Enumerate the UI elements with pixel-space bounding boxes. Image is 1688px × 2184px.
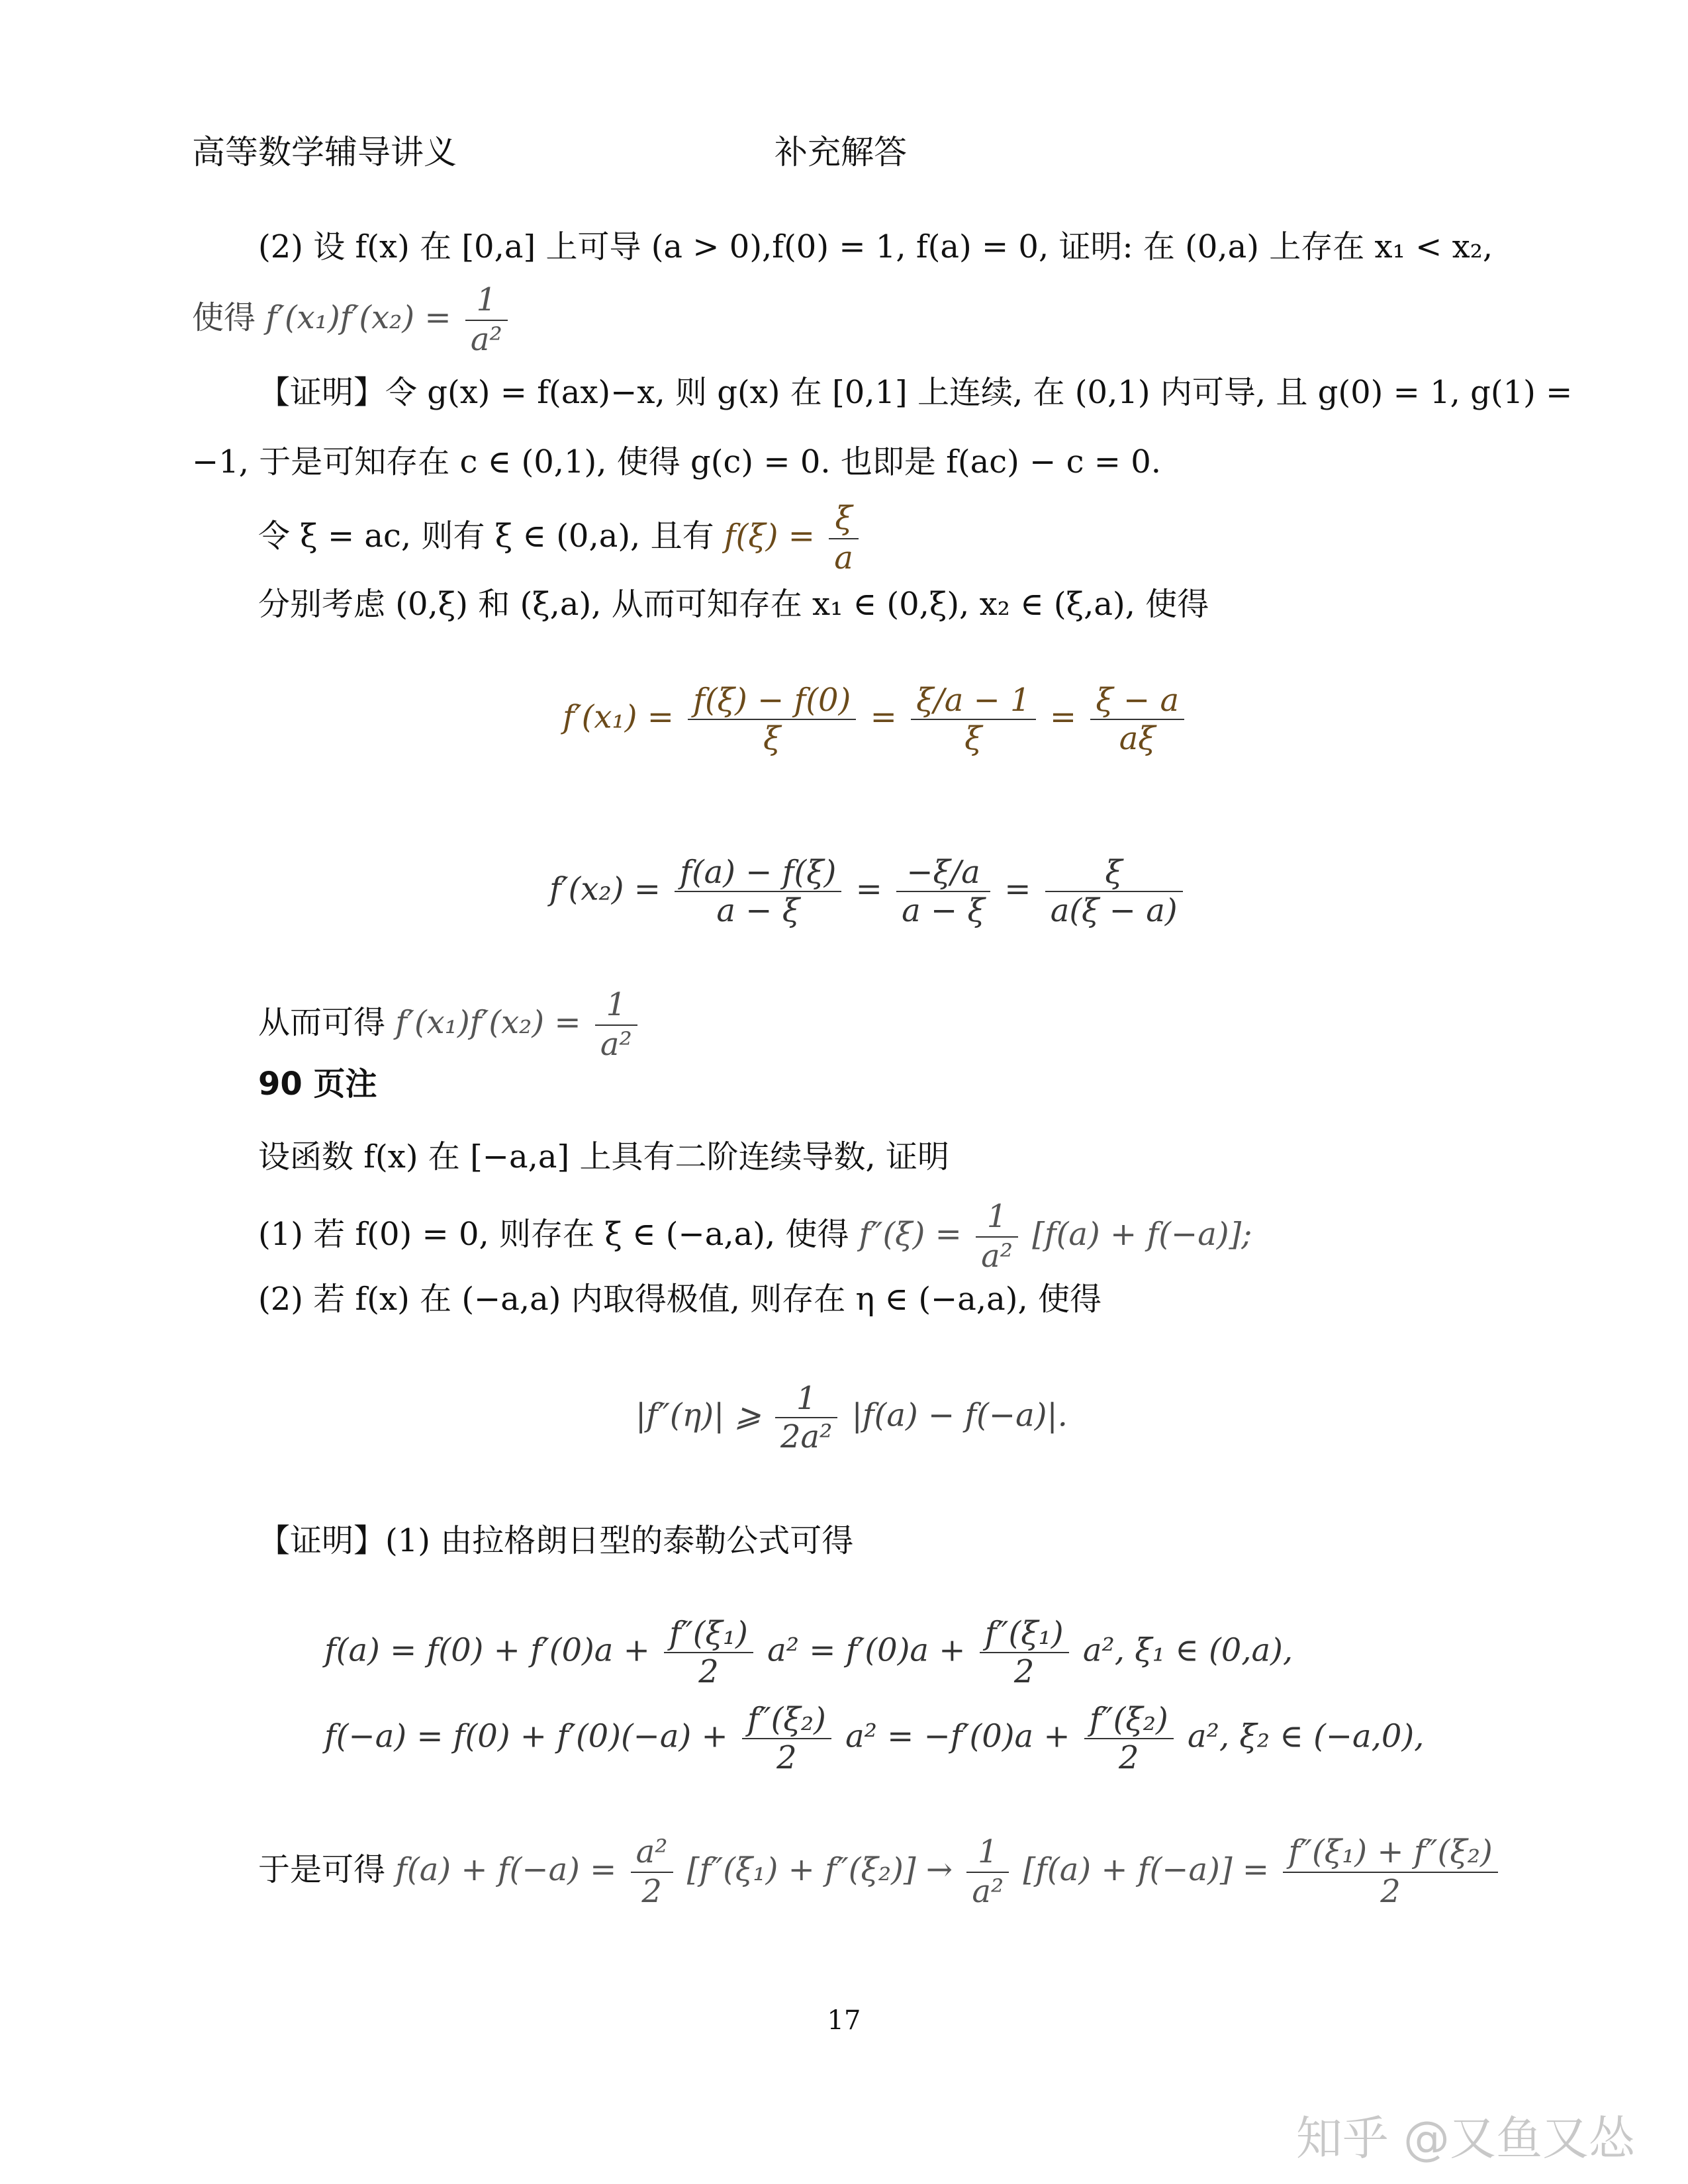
- proof2-final-a: f(a) + f(−a) =: [395, 1851, 617, 1889]
- problem3-line2-prefix: (1) 若 f(0) = 0, 则存在 ξ ∈ (−a,a), 使得: [258, 1216, 849, 1253]
- problem3-line3: (2) 若 f(x) 在 (−a,a) 内取得极值, 则存在 η ∈ (−a,a), 使得: [258, 1281, 1102, 1318]
- fraction-numerator: ξ/a − 1: [911, 682, 1036, 720]
- eq1-equals-2: =: [1049, 698, 1077, 736]
- fraction-denominator: ξ: [763, 720, 781, 757]
- problem3-eq-lhs: |f″(η)| ⩾: [635, 1396, 761, 1434]
- section-title: [258, 1066, 377, 1104]
- proof2-final-prefix: 于是可得: [258, 1851, 386, 1889]
- taylor1-part-a: f(a) = f(0) + f′(0)a +: [324, 1631, 650, 1669]
- proof2-final-c: [f(a) + f(−a)] =: [1023, 1851, 1270, 1889]
- taylor-expansion-1: [324, 1615, 1293, 1690]
- problem3-line1: 设函数 f(x) 在 [−a,a] 上具有二阶连续导数, 证明: [258, 1138, 950, 1175]
- eq1-lhs: f′(x₁) =: [563, 698, 674, 736]
- fraction-denominator: 2: [698, 1653, 719, 1690]
- proof1-line1: 【证明】令 g(x) = f(ax)−x, 则 g(x) 在 [0,1] 上连续, 在 (0,1) 内可导, 且 g(0) = 1, g(1) =: [258, 374, 1573, 411]
- problem2-line2-expr: f′(x₁)f′(x₂) =: [265, 299, 451, 337]
- fraction-numerator: f(a) − f(ξ): [675, 854, 841, 892]
- fraction-denominator: 2: [641, 1872, 662, 1910]
- problem2-line2: [192, 281, 512, 359]
- equation-f-prime-x2: [549, 854, 1187, 929]
- fraction-denominator: a²: [972, 1872, 1004, 1910]
- fraction-numerator: ξ: [829, 500, 859, 539]
- problem3-line2-expr-a: f″(ξ) =: [859, 1216, 962, 1253]
- problem3-line2-fraction: [976, 1198, 1018, 1275]
- taylor1-fraction-1: [664, 1615, 753, 1690]
- conclusion1-expr: f′(x₁)f′(x₂) =: [395, 1004, 581, 1042]
- proof1-line2: −1, 于是可知存在 c ∈ (0,1), 使得 g(c) = 0. 也即是 f(ac) − c = 0.: [192, 443, 1162, 480]
- proof2-final-b: [f″(ξ₁) + f″(ξ₂)] →: [686, 1851, 953, 1889]
- fraction-numerator: f(ξ) − f(0): [688, 682, 856, 720]
- fraction-denominator: a²: [600, 1025, 632, 1063]
- problem3-line2-expr-b: [f(a) + f(−a)];: [1032, 1216, 1252, 1253]
- equation-f-prime-x1: [563, 682, 1188, 757]
- fraction-numerator: f″(ξ₁): [664, 1615, 753, 1653]
- fraction-denominator: 2: [1013, 1653, 1035, 1690]
- header-center-title: 补充解答: [774, 133, 907, 171]
- proof1-line3-prefix: 令 ξ = ac, 则有 ξ ∈ (0,a), 且有: [258, 518, 714, 555]
- proof2-final-line: [258, 1833, 1502, 1911]
- fraction-denominator: ξ: [964, 720, 982, 757]
- conclusion1-fraction: [595, 986, 637, 1064]
- proof2-final-fraction-1: [631, 1833, 673, 1911]
- fraction-denominator: 2a²: [780, 1418, 833, 1455]
- taylor2-fraction-1: [742, 1701, 831, 1776]
- eq2-lhs: f′(x₂) =: [549, 870, 661, 908]
- fraction-denominator: a − ξ: [902, 892, 985, 929]
- fraction-numerator: 1: [976, 1198, 1018, 1238]
- fraction-numerator: −ξ/a: [896, 854, 990, 892]
- eq1-equals-1: =: [870, 698, 897, 736]
- taylor2-part-c: a², ξ₂ ∈ (−a,0),: [1187, 1717, 1425, 1755]
- taylor2-part-b: a² = −f′(0)a +: [845, 1717, 1070, 1755]
- fraction-denominator: a²: [981, 1237, 1013, 1275]
- problem2-line2-fraction: [465, 281, 508, 359]
- fraction-numerator: 1: [595, 986, 637, 1026]
- watermark-text: 知乎 @又鱼又怂: [1295, 2111, 1635, 2165]
- problem3-line2: [258, 1198, 1252, 1275]
- fraction-numerator: 1: [775, 1380, 837, 1418]
- fraction-numerator: f″(ξ₁) + f″(ξ₂): [1283, 1833, 1497, 1873]
- taylor2-fraction-2: [1084, 1701, 1174, 1776]
- proof1-line4: 分别考虑 (0,ξ) 和 (ξ,a), 从而可知存在 x₁ ∈ (0,ξ), x₂ ∈ (ξ,a), 使得: [258, 586, 1209, 623]
- fraction-numerator: f″(ξ₂): [1084, 1701, 1174, 1739]
- fraction-denominator: a(ξ − a): [1050, 892, 1178, 929]
- problem3-eq-rhs: |f(a) − f(−a)|.: [851, 1396, 1068, 1434]
- proof1-line3-fraction: [829, 500, 859, 577]
- eq2-equals-1: =: [855, 870, 882, 908]
- equation-inequality: [635, 1380, 1068, 1455]
- fraction-numerator: a²: [631, 1833, 673, 1873]
- fraction-numerator: f″(ξ₂): [742, 1701, 831, 1739]
- fraction-numerator: ξ: [1045, 854, 1183, 892]
- conclusion1-prefix: 从而可得: [258, 1004, 386, 1042]
- eq2-fraction-2: [896, 854, 990, 929]
- fraction-denominator: 2: [776, 1739, 797, 1776]
- problem2-line2-prefix: 使得: [192, 299, 256, 337]
- fraction-denominator: 2: [1119, 1739, 1139, 1776]
- problem3-eq-fraction: [775, 1380, 837, 1455]
- eq1-fraction-3: [1090, 682, 1184, 757]
- fraction-numerator: 1: [966, 1833, 1009, 1873]
- proof2-line1: 【证明】(1) 由拉格朗日型的泰勒公式可得: [258, 1522, 854, 1559]
- section-title-text: 90 页注: [258, 1066, 377, 1103]
- eq2-fraction-1: [675, 854, 841, 929]
- taylor2-part-a: f(−a) = f(0) + f′(0)(−a) +: [324, 1717, 728, 1755]
- fraction-denominator: a − ξ: [716, 892, 800, 929]
- fraction-denominator: a²: [470, 320, 502, 358]
- conclusion1-line: [258, 986, 641, 1064]
- taylor-expansion-2: [324, 1701, 1424, 1776]
- eq1-fraction-1: [688, 682, 856, 757]
- problem2-line1: (2) 设 f(x) 在 [0,a] 上可导 (a > 0),f(0) = 1, f(a) = 0, 证明: 在 (0,a) 上存在 x₁ < x₂,: [258, 228, 1493, 265]
- fraction-denominator: aξ: [1119, 720, 1156, 757]
- fraction-numerator: 1: [465, 281, 508, 321]
- fraction-denominator: a: [834, 539, 853, 576]
- taylor1-part-c: a², ξ₁ ∈ (0,a),: [1082, 1631, 1293, 1669]
- fraction-denominator: 2: [1380, 1872, 1401, 1910]
- proof1-line3: [258, 500, 863, 577]
- taylor1-fraction-2: [980, 1615, 1069, 1690]
- eq2-equals-2: =: [1004, 870, 1031, 908]
- page-number: 17: [827, 2005, 861, 2036]
- proof2-final-fraction-2: [966, 1833, 1009, 1911]
- taylor1-part-b: a² = f′(0)a +: [767, 1631, 966, 1669]
- fraction-numerator: ξ − a: [1090, 682, 1184, 720]
- eq2-fraction-3: [1045, 854, 1183, 929]
- proof1-line3-expr: f(ξ) =: [724, 518, 815, 555]
- eq1-fraction-2: [911, 682, 1036, 757]
- header-left-title: 高等数学辅导讲义: [192, 133, 457, 171]
- proof2-final-fraction-3: [1283, 1833, 1497, 1911]
- fraction-numerator: f″(ξ₁): [980, 1615, 1069, 1653]
